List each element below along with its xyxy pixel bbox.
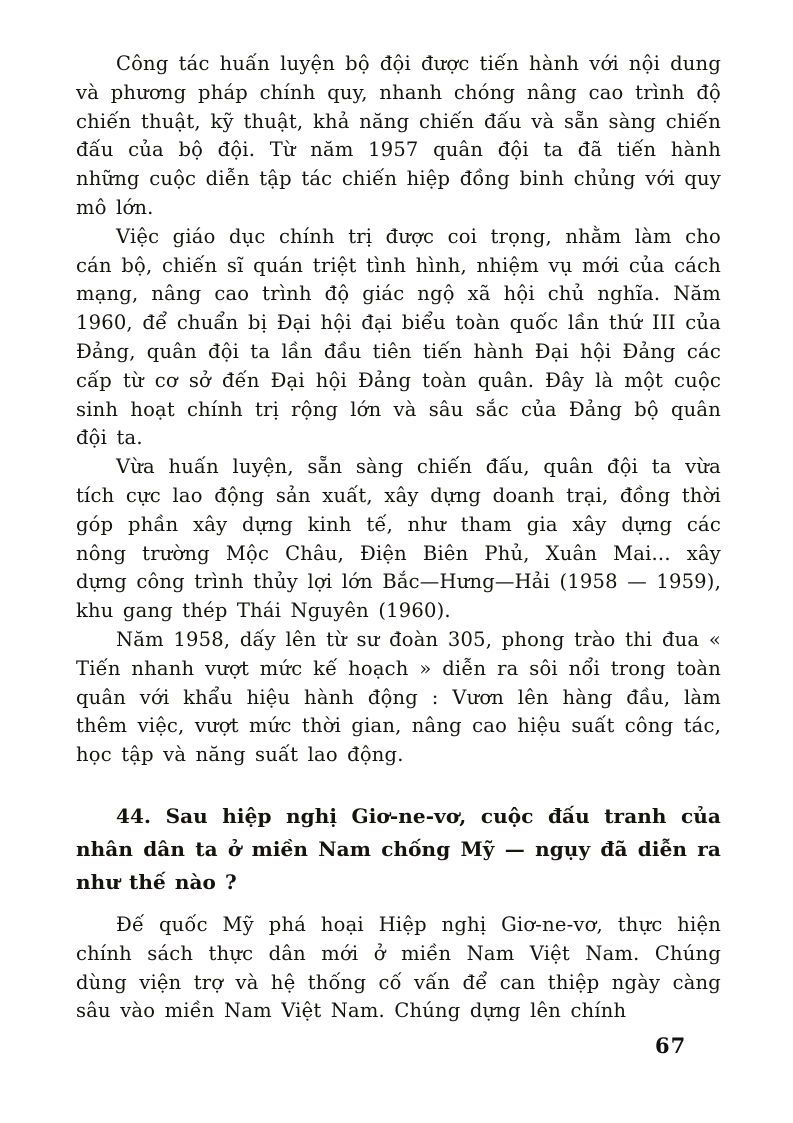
text-block [76, 50, 721, 1026]
paragraph-emulation-movement: Năm 1958, dấy lên từ sư đoàn 305, phong trào thi đua « Tiến nhanh vượt mức kế hoạch » diễn ra sôi nổi trong toàn quân với khẩu hiệu hành động : Vươn lên hàng đầu, làm thêm việc, vượt mức thời gian, nâng cao hiệu suất công tác, học tập và năng suất lao động. [76, 627, 721, 767]
paragraph-geneva-accords: Đế quốc Mỹ phá hoại Hiệp nghị Giơ-ne-vơ, thực hiện chính sách thực dân mới ở miền Nam Việt Nam. Chúng dùng viện trợ và hệ thống cố vấn để can thiệp ngày càng sâu vào miền Nam Việt Nam. Chúng dựng lên chính [76, 912, 721, 1023]
paragraph-training: Công tác huấn luyện bộ đội được tiến hành với nội dung và phương pháp chính quy, nhanh chóng nâng cao trình độ chiến thuật, kỹ thuật, khả năng chiến đấu và sẵn sàng chiến đấu của bộ đội. Từ năm 1957 quân đội ta đã tiến hành những cuộc diễn tập tác chiến hiệp đồng binh chủng với quy mô lớn. [76, 52, 721, 219]
paragraph-production-labor: Vừa huấn luyện, sẵn sàng chiến đấu, quân đội ta vừa tích cực lao động sản xuất, xây dựng doanh trại, đồng thời góp phần xây dựng kinh tế, như tham gia xây dựng các nông trường Mộc Châu, Điện Biên Phủ, Xuân Mai... xây dựng công trình thủy lợi lớn Bắc—Hưng—Hải (1958 — 1959), khu gang thép Thái Nguyên (1960). [76, 455, 721, 623]
section-heading-question-44: 44. Sau hiệp nghị Giơ-ne-vơ, cuộc đấu tranh của nhân dân ta ở miền Nam chống Mỹ — ngụy đã diễn ra như thế nào ? [76, 803, 721, 894]
page-number: 67 [655, 1033, 687, 1058]
paragraph-political-education: Việc giáo dục chính trị được coi trọng, nhằm làm cho cán bộ, chiến sĩ quán triệt tình hình, nhiệm vụ mới của cách mạng, nâng cao trình độ giác ngộ xã hội chủ nghĩa. Năm 1960, để chuẩn bị Đại hội đại biểu toàn quốc lần thứ III của Đảng, quân đội ta lần đầu tiên tiến hành Đại hội Đảng các cấp từ cơ sở đến Đại hội Đảng toàn quân. Đây là một cuộc sinh hoạt chính trị rộng lớn và sâu sắc của Đảng bộ quân đội ta. [76, 224, 721, 450]
